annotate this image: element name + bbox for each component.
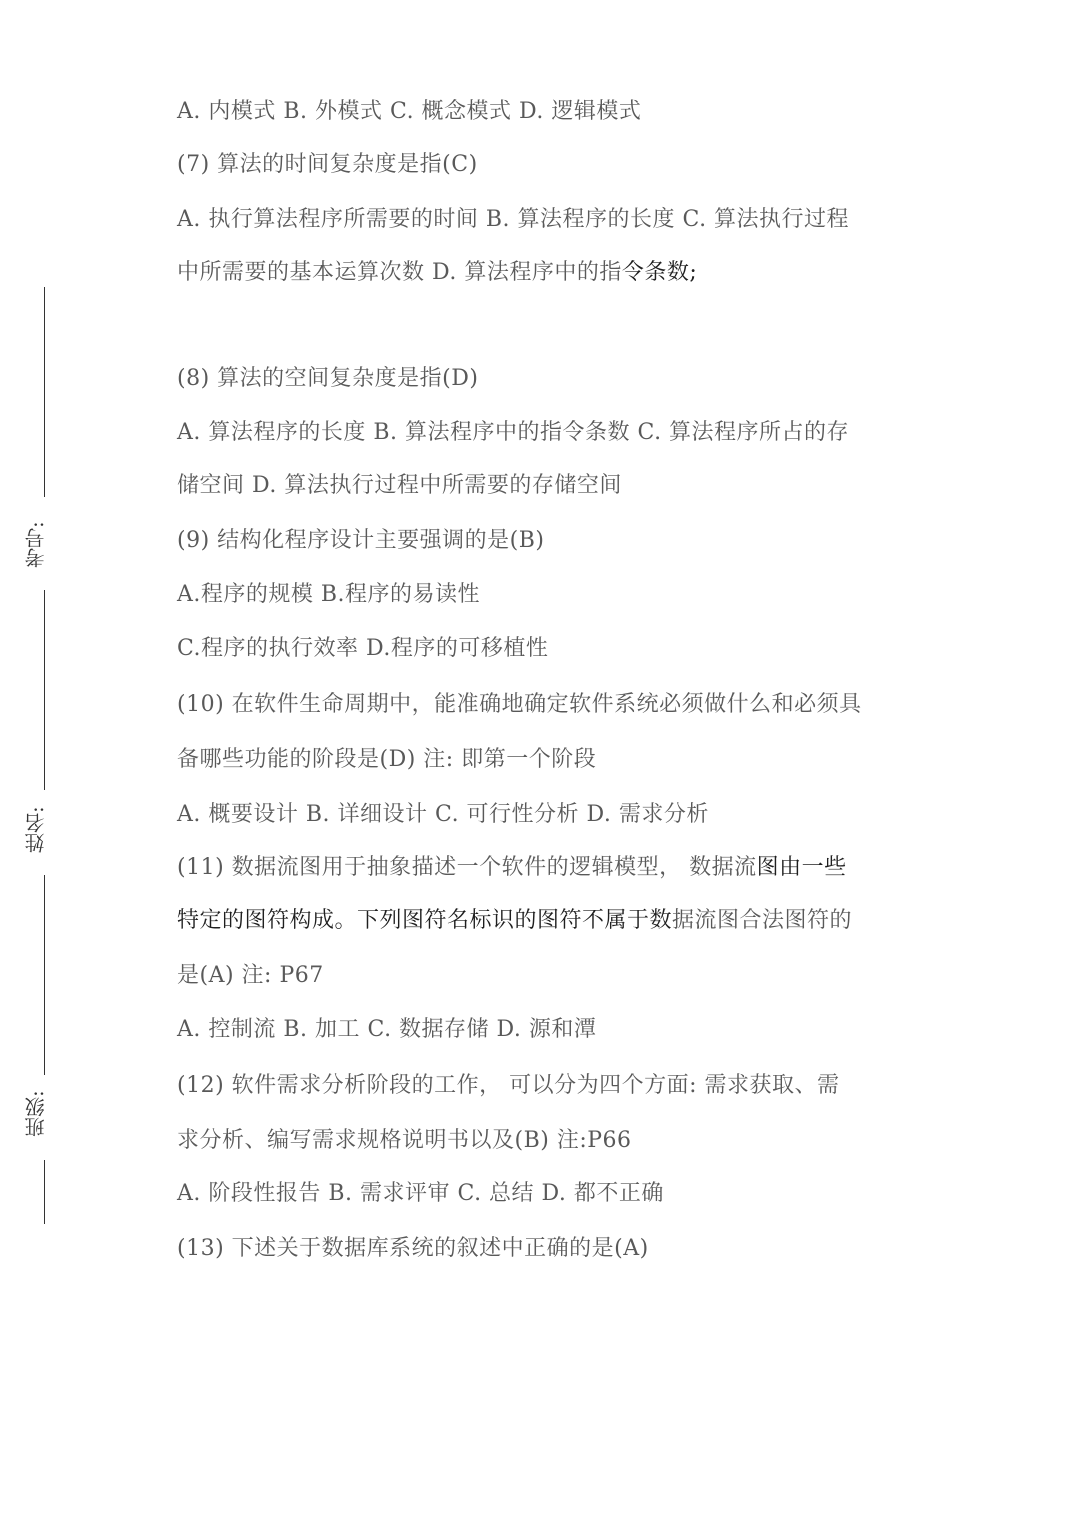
q12-options: A. 阶段性报告 B. 需求评审 C. 总结 D. 都不正确 (177, 1181, 664, 1206)
q9-options-line2: C.程序的执行效率 D.程序的可移植性 (177, 636, 549, 661)
binding-line-exam-number (44, 590, 45, 790)
q8-options-line1: A. 算法程序的长度 B. 算法程序中的指令条数 C. 算法程序所占的存 (177, 420, 850, 445)
q11-question-line2-part1: 特定的图符构成。下列图符名标识的图符不属于数 (177, 908, 673, 933)
q9-question: (9) 结构化程序设计主要强调的是(B) (177, 528, 545, 553)
q7-options-line2 (177, 258, 697, 288)
q10-options: A. 概要设计 B. 详细设计 C. 可行性分析 D. 需求分析 (177, 802, 709, 827)
q7-options-line2-part1: 中所需要的基本运算次数 D. 算法程序中的指 (177, 260, 622, 285)
q10-question-line2: 备哪些功能的阶段是(D) 注: 即第一个阶段 (177, 747, 597, 772)
q10-question-line1: (10) 在软件生命周期中，能准确地确定软件系统必须做什么和必须具 (177, 692, 862, 717)
binding-line-class (44, 1160, 45, 1224)
q11-question-line2-part2: 据流图合法图符的 (672, 908, 853, 933)
q7-question: (7) 算法的时间复杂度是指(C) (177, 152, 478, 177)
exam-number-label: 考号: (24, 521, 48, 569)
q11-question-line1-part1: (11) 数据流图用于抽象描述一个软件的逻辑模型， 数据流 (177, 855, 757, 880)
q12-question-line2: 求分析、编写需求规格说明书以及(B) 注:P66 (177, 1128, 632, 1153)
q13-question: (13) 下述关于数据库系统的叙述中正确的是(A) (177, 1236, 649, 1261)
q11-question-line1-part2: 图由一些 (756, 855, 847, 880)
q9-options-line1: A.程序的规模 B.程序的易读性 (177, 582, 481, 607)
q12-question-line1: (12) 软件需求分析阶段的工作， 可以分为四个方面: 需求获取、需 (177, 1073, 840, 1098)
q8-question: (8) 算法的空间复杂度是指(D) (177, 366, 479, 391)
q11-question-line1 (177, 853, 847, 883)
binding-line-name (44, 875, 45, 1075)
q7-options-line2-part2: 令条数; (621, 260, 698, 285)
q11-question-line2 (177, 906, 852, 936)
class-label: 班级: (24, 1090, 48, 1138)
binding-line-top (44, 287, 45, 497)
q11-options: A. 控制流 B. 加工 C. 数据存储 D. 源和潭 (177, 1017, 597, 1042)
q11-question-line3: 是(A) 注: P67 (177, 963, 324, 988)
name-label: 姓名: (24, 806, 48, 854)
q7-options-line1: A. 执行算法程序所需要的时间 B. 算法程序的长度 C. 算法执行过程 (177, 207, 850, 232)
q8-options-line2: 储空间 D. 算法执行过程中所需要的存储空间 (177, 473, 622, 498)
q6-options: A. 内模式 B. 外模式 C. 概念模式 D. 逻辑模式 (177, 99, 642, 124)
